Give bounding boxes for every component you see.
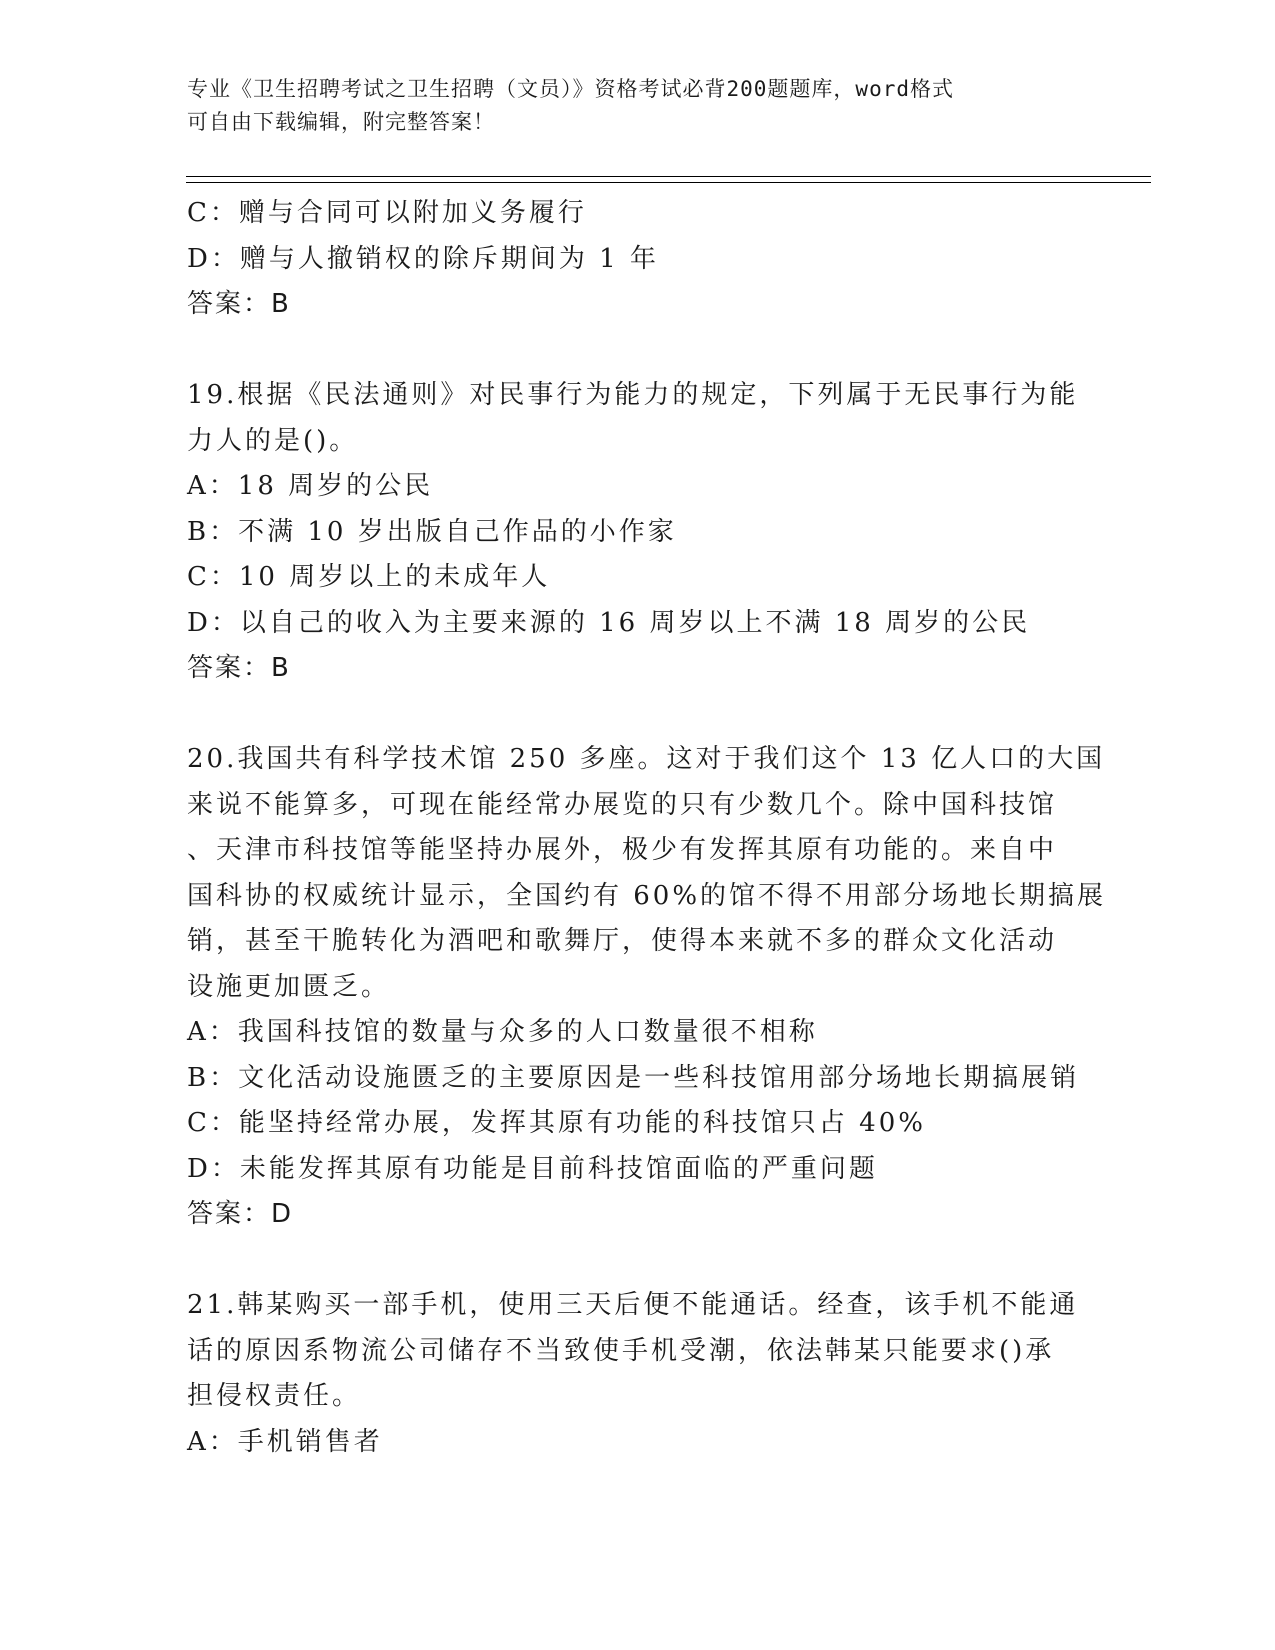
q20-stem-line-1: 20.我国共有科学技术馆 250 多座。这对于我们这个 13 亿人口的大国 [187, 744, 1106, 774]
q19-option-d: D：以自己的收入为主要来源的 16 周岁以上不满 18 周岁的公民 [187, 607, 1031, 638]
question-20 [187, 737, 1107, 1238]
q20-option-a: A：我国科技馆的数量与众多的人口数量很不相称 [187, 1017, 818, 1047]
q19-stem-line-1: 19.根据《民法通则》对民事行为能力的规定，下列属于无民事行为能 [187, 380, 1079, 410]
q18-answer: 答案：B [187, 289, 291, 319]
q20-stem-line-2: 来说不能算多，可现在能经常办展览的只有少数几个。除中国科技馆 [187, 789, 1058, 820]
q20-stem-line-4: 国科协的权威统计显示，全国约有 60%的馆不得不用部分场地长期搞展 [187, 880, 1107, 911]
question-18 [187, 191, 1087, 328]
q19-option-c: C：10 周岁以上的未成年人 [187, 562, 551, 592]
question-21 [187, 1283, 1087, 1465]
question-19 [187, 373, 1087, 692]
q20-answer: 答案：D [187, 1199, 294, 1229]
header-line-1: 专业《卫生招聘考试之卫生招聘（文员）》资格考试必背200题题库，word格式 [187, 77, 954, 101]
q20-stem-line-6: 设施更加匮乏。 [187, 971, 391, 1002]
q20-option-d: D：未能发挥其原有功能是目前科技馆面临的严重问题 [187, 1153, 878, 1184]
q20-stem-line-5: 销，甚至干脆转化为酒吧和歌舞厅，使得本来就不多的群众文化活动 [187, 926, 1058, 956]
header-rule-top [186, 176, 1151, 177]
header-line-2: 可自由下载编辑，附完整答案！ [187, 110, 495, 134]
q20-option-c: C：能坚持经常办展，发挥其原有功能的科技馆只占 40% [187, 1108, 926, 1138]
q20-option-b: B：文化活动设施匮乏的主要原因是一些科技馆用部分场地长期搞展销 [187, 1062, 1080, 1093]
q19-answer: 答案：B [187, 653, 291, 683]
q19-stem-line-2: 力人的是()。 [187, 425, 359, 456]
q18-option-c: C：赠与合同可以附加义务履行 [187, 198, 587, 228]
spacer [187, 1238, 1087, 1284]
q19-option-a: A：18 周岁的公民 [187, 471, 434, 501]
page-header [187, 73, 1087, 139]
q19-option-b: B：不满 10 岁出版自己作品的小作家 [187, 516, 677, 547]
header-rule-bottom [186, 182, 1151, 183]
q18-option-d: D：赠与人撤销权的除斥期间为 1 年 [187, 243, 659, 274]
document-body [187, 191, 1107, 1465]
q21-option-a: A：手机销售者 [187, 1426, 383, 1457]
q21-stem-line-3: 担侵权责任。 [187, 1381, 362, 1411]
q21-stem-line-2: 话的原因系物流公司储存不当致使手机受潮，依法韩某只能要求()承 [187, 1335, 1055, 1366]
q20-stem-line-3: 、天津市科技馆等能坚持办展外，极少有发挥其原有功能的。来自中 [187, 835, 1058, 865]
q21-stem-line-1: 21.韩某购买一部手机，使用三天后便不能通话。经查，该手机不能通 [187, 1290, 1079, 1320]
spacer [187, 328, 1087, 374]
spacer [187, 692, 1087, 738]
